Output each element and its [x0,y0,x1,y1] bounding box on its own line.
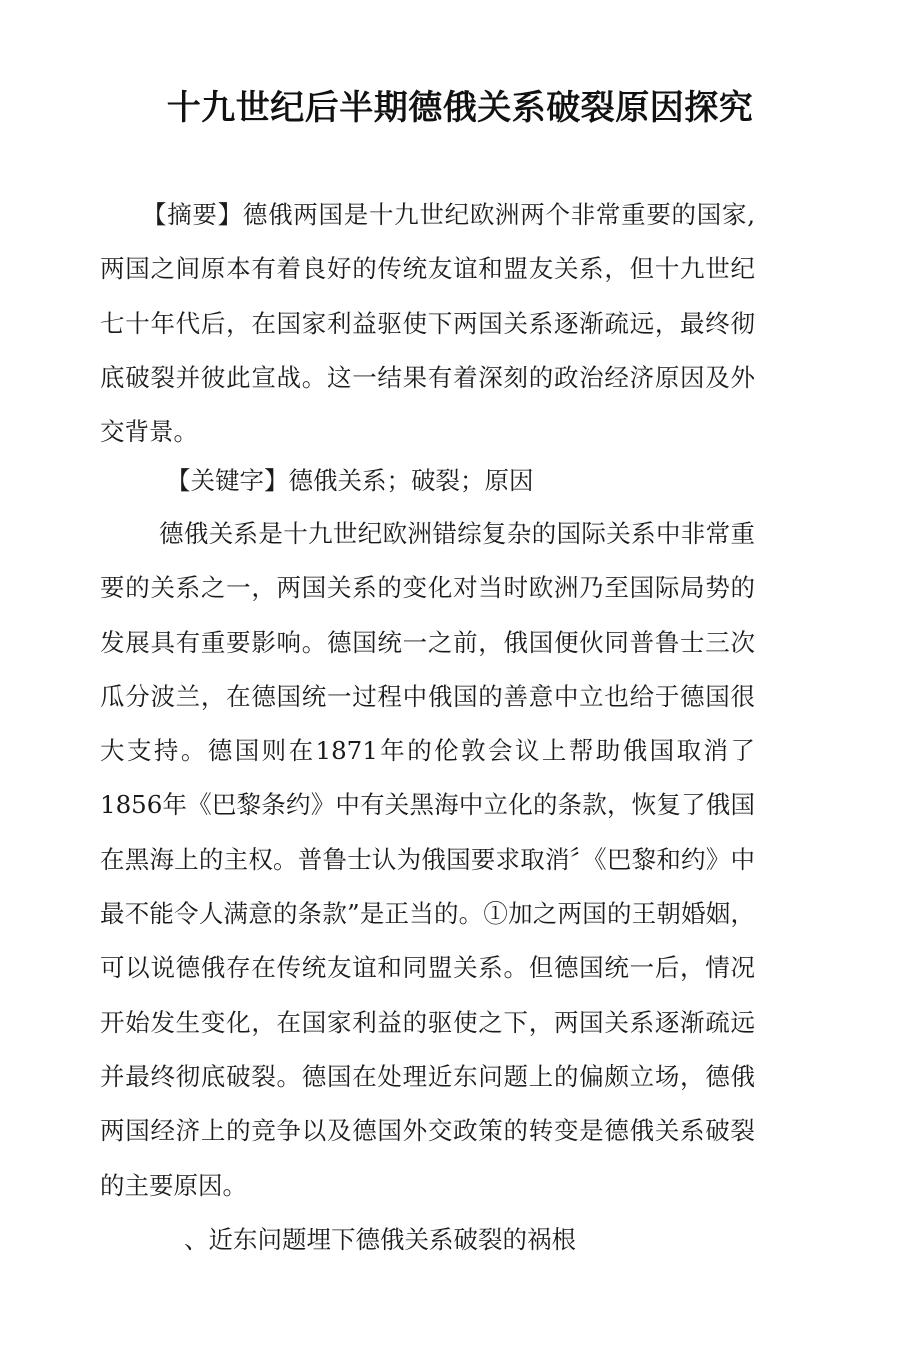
intro-paragraph: 德俄关系是十九世纪欧洲错综复杂的国际关系中非常重要的关系之一，两国关系的变化对当时欧洲乃至国际局势的发展具有重要影响。德国统一之前，俄国便伙同普鲁士三次瓜分波兰，在德国统一过程中俄国的善意中立也给于德国很大支持。德国则在1871年的伦敦会议上帮助俄国取消了1856年《巴黎条约》中有关黑海中立化的条款，恢复了俄国在黑海上的主权。普鲁士认为俄国要求取消〞《巴黎和约》中最不能令人满意的条款”是正当的。①加之两国的王朝婚姻，可以说德俄存在传统友谊和同盟关系。但德国统一后，情况开始发生变化，在国家利益的驱使之下，两国关系逐渐疏远并最终彻底破裂。德国在处理近东问题上的偏颇立场，德俄两国经济上的竞争以及德国外交政策的转变是德俄关系破裂的主要原因。 [100,519,755,1200]
keywords-text: 德俄关系；破裂；原因 [288,466,534,495]
abstract-label: 【摘要】 [142,200,243,229]
document-title: 十九世纪后半期德俄关系破裂原因探究 [166,88,754,128]
section-heading: 、近东问题埋下德俄关系破裂的祸根 [184,1225,576,1254]
abstract-paragraph [100,188,755,459]
keywords-label: 【关键字】 [166,466,289,495]
keywords-line [166,454,534,508]
abstract-text: 德俄两国是十九世纪欧洲两个非常重要的国家,两国之间原本有着良好的传统友谊和盟友关系，但十九世纪七十年代后，在国家利益驱使下两国关系逐渐疏远，最终彻底破裂并彼此宣战。这一结果有着深刻的政治经济原因及外交背景。 [100,200,755,447]
